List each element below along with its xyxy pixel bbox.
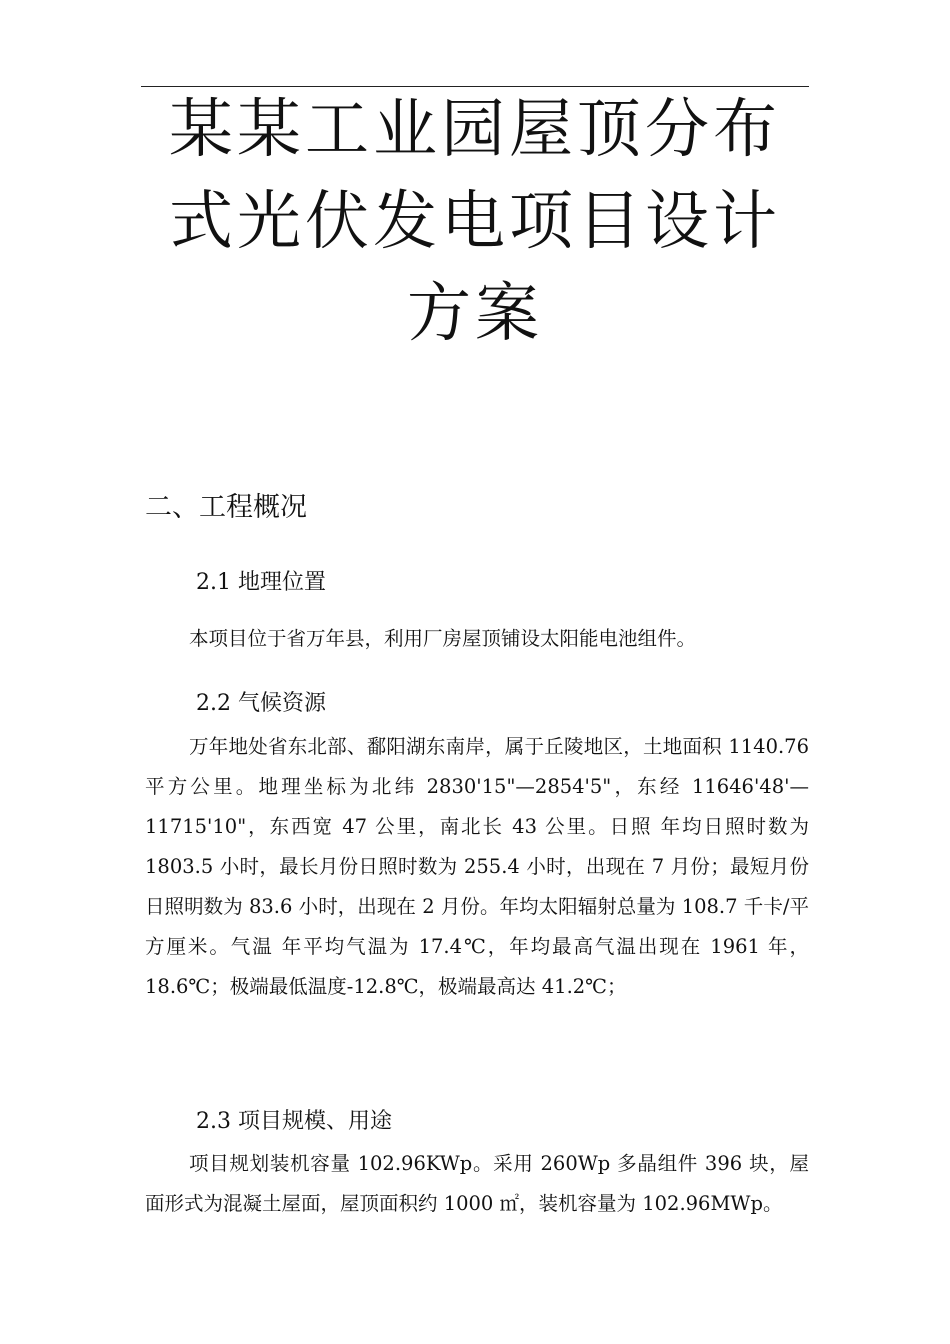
title-line: 某某工业园屋顶分布	[169, 93, 781, 167]
section-heading: 二、工程概况	[145, 492, 307, 523]
document-title	[150, 84, 800, 360]
paragraph-location: 本项目位于省万年县，利用厂房屋顶铺设太阳能电池组件。	[189, 627, 697, 650]
title-line: 方案	[407, 277, 543, 351]
paragraph-scale: 项目规划装机容量 102.96KWp。采用 260Wp 多晶组件 396 块，屋面形式为混凝土屋面，屋顶面积约 1000 ㎡，装机容量为 102.96MWp。	[145, 1152, 809, 1215]
subsection-heading-scale: 2.3 项目规模、用途	[196, 1109, 392, 1134]
subsection-heading-location: 2.1 地理位置	[196, 570, 326, 595]
title-line: 式光伏发电项目设计	[169, 185, 781, 259]
paragraph-climate: 万年地处省东北部、鄱阳湖东南岸，属于丘陵地区，土地面积 1140.76 平方公里。地理坐标为北纬 2830'15"—2854'5"，东经 11646'48'—11715'10"，东西宽 47 公里，南北长 43 公里。日照 年均日照时数为 1803.5 小时，最长月份日照时数为 255.4 小时，出现在 7 月份；最短月份日照明数为 83.6 小时，出现在 2 月份。年均太阳辐射总量为 108.7 千卡/平方厘米。气温 年平均气温为 17.4℃，年均最高气温出现在 1961 年，18.6℃；极端最低温度-12.8℃，极端最高达 41.2℃；	[145, 735, 809, 998]
subsection-heading-climate: 2.2 气候资源	[196, 691, 326, 716]
